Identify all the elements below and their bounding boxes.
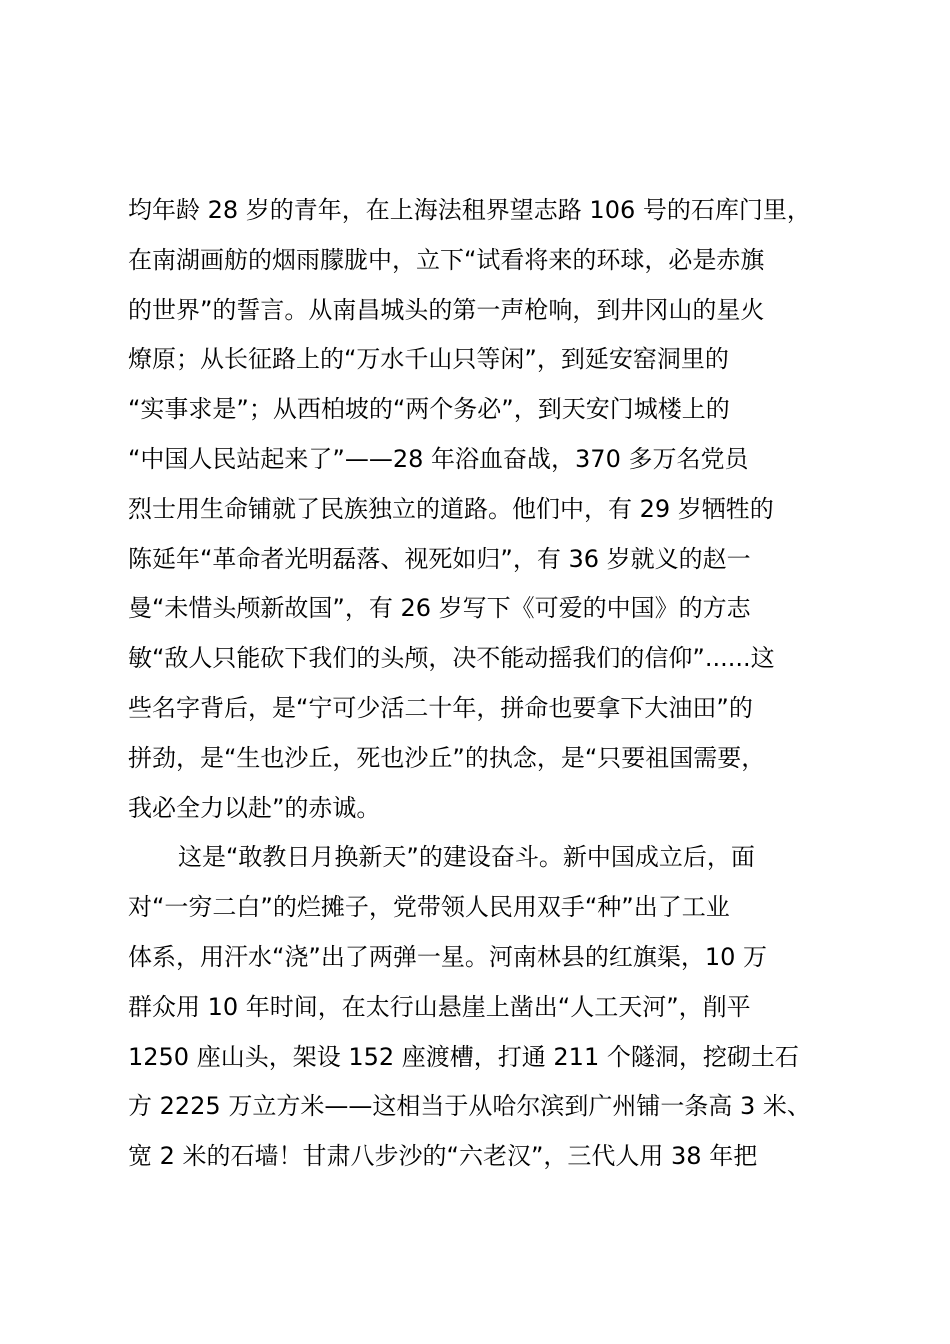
text-line: 宽 2 米的石墙！甘肃八步沙的“六老汉”，三代人用 38 年把: [128, 1142, 758, 1171]
text-line: 烈士用生命铺就了民族独立的道路。他们中，有 29 岁牺牲的: [128, 494, 774, 523]
text-line: 我必全力以赴”的赤诚。: [128, 793, 381, 822]
text-line: “中国人民站起来了”——28 年浴血奋战，370 多万名党员: [128, 444, 749, 473]
text-line: 拼劲，是“生也沙丘，死也沙丘”的执念，是“只要祖国需要，: [128, 743, 766, 772]
text-line: 均年龄 28 岁的青年，在上海法租界望志路 106 号的石库门里，: [128, 196, 811, 224]
text-line: 对“一穷二白”的烂摊子，党带领人民用双手“种”出了工业: [128, 893, 730, 922]
text-line: 在南湖画舫的烟雨朦胧中，立下“试看将来的环球，必是赤旗: [128, 245, 765, 274]
text-line: “实事求是”；从西柏坡的“两个务必”，到天安门城楼上的: [128, 395, 730, 424]
body-text: [128, 186, 868, 1182]
text-line: 体系，用汗水“浇”出了两弹一星。河南林县的红旗渠，10 万: [128, 942, 768, 971]
text-line: 燎原；从长征路上的“万水千山只等闲”，到延安窑洞里的: [128, 345, 729, 374]
text-line: 群众用 10 年时间，在太行山悬崖上凿出“人工天河”，削平: [128, 992, 751, 1021]
text-line: 曼“未惜头颅新故国”，有 26 岁写下《可爱的中国》的方志: [128, 594, 751, 623]
text-line: 1250 座山头，架设 152 座渡槽，打通 211 个隧洞，挖砌土石: [128, 1042, 799, 1071]
text-line: 方 2225 万立方米——这相当于从哈尔滨到广州铺一条高 3 米、: [128, 1092, 811, 1121]
text-line: 陈延年“革命者光明磊落、视死如归”，有 36 岁就义的赵一: [128, 544, 751, 573]
paragraph-start-line: 这是“敢教日月换新天”的建设奋斗。新中国成立后，面: [178, 843, 755, 872]
text-line: 些名字背后，是“宁可少活二十年，拼命也要拿下大油田”的: [128, 693, 753, 722]
text-line: 敏“敌人只能砍下我们的头颅，决不能动摇我们的信仰”......这: [128, 644, 775, 673]
text-line: 的世界”的誓言。从南昌城头的第一声枪响，到井冈山的星火: [128, 295, 765, 324]
